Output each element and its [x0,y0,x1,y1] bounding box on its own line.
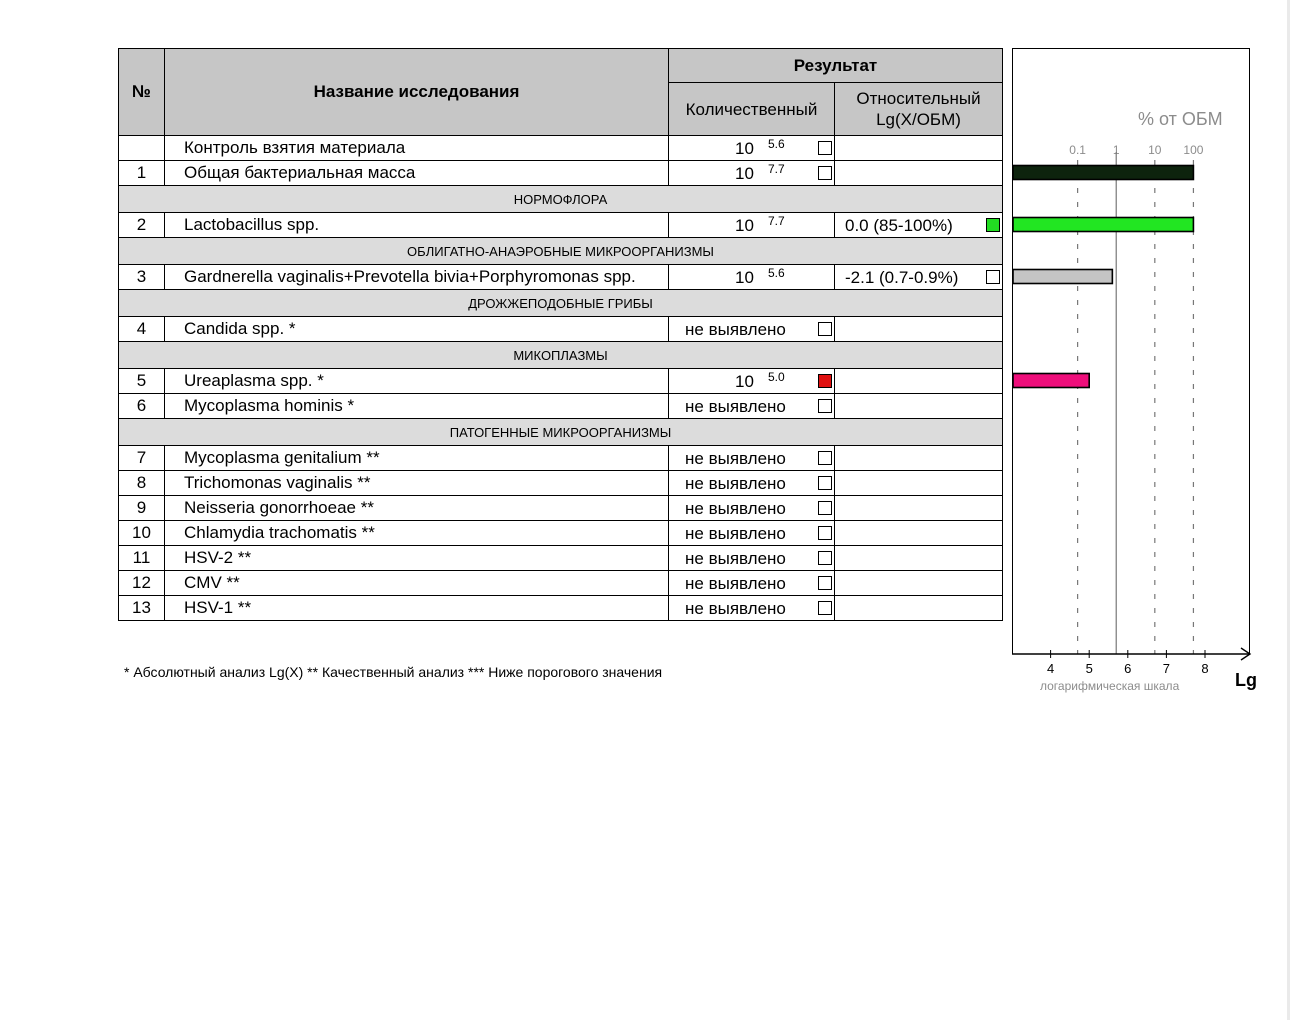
not-detected-text: не выявлено [685,499,786,518]
quant-base: 10 [735,372,754,391]
relative-value: 0.0 (85-100%) [845,216,953,235]
row-number: 1 [119,161,165,186]
x-tick-label: 6 [1124,661,1132,676]
x-tick-label: 7 [1162,661,1171,676]
quant-exponent: 7.7 [768,214,785,228]
row-number: 12 [119,571,165,596]
percent-tick-label: 1 [1112,143,1120,157]
bar [1013,218,1193,232]
not-detected-text: не выявлено [685,449,786,468]
bar [1013,374,1089,388]
study-name: Lactobacillus spp. [165,213,669,238]
not-detected-text: не выявлено [685,474,786,493]
group-label: НОРМОФЛОРА [119,186,1003,213]
group-label: МИКОПЛАЗМЫ [119,342,1003,369]
study-name: Mycoplasma genitalium ** [165,446,669,471]
row-number: 13 [119,596,165,621]
quant-exponent: 5.6 [768,266,785,280]
footnote: * Абсолютный анализ Lg(X) ** Качественный анализ *** Ниже порогового значения [124,664,663,680]
percent-tick-label: 10 [1148,143,1162,157]
not-detected-text: не выявлено [685,397,786,416]
study-name: Gardnerella vaginalis+Prevotella bivia+Porphyromonas spp. [165,265,669,290]
chart-unit-label: Lg [1235,670,1257,690]
quant-exponent: 5.0 [768,370,785,384]
group-label: ДРОЖЖЕПОДОБНЫЕ ГРИБЫ [119,290,1003,317]
not-detected-text: не выявлено [685,599,786,618]
chart-x-label: логарифмическая шкала [1040,679,1180,693]
x-tick-label: 8 [1201,661,1209,676]
study-name: Trichomonas vaginalis ** [165,471,669,496]
header-study-name: Название исследования [165,49,669,136]
quant-base: 10 [735,139,754,158]
quant-base: 10 [735,216,754,235]
study-name: Candida spp. * [165,317,669,342]
row-number: 9 [119,496,165,521]
row-number: 4 [119,317,165,342]
study-name: Chlamydia trachomatis ** [165,521,669,546]
row-number: 3 [119,265,165,290]
row-number: 2 [119,213,165,238]
percent-tick-label: 100 [1183,143,1204,157]
row-number: 6 [119,394,165,419]
x-tick-label: 5 [1085,661,1093,676]
not-detected-text: не выявлено [685,524,786,543]
study-name: Neisseria gonorrhoeae ** [165,496,669,521]
study-name: Общая бактериальная масса [165,161,669,186]
chart-title: % от ОБМ [1138,109,1223,129]
not-detected-text: не выявлено [685,574,786,593]
relative-value: -2.1 (0.7-0.9%) [845,268,959,287]
study-name: HSV-1 ** [165,596,669,621]
percent-tick-label: 0.1 [1069,143,1086,157]
quant-base: 10 [735,164,754,183]
quant-exponent: 5.6 [768,137,785,151]
x-tick-label: 4 [1046,661,1055,676]
row-number: 8 [119,471,165,496]
header-result: Результат [669,49,1003,83]
study-name: Контроль взятия материала [165,136,669,161]
study-name: CMV ** [165,571,669,596]
not-detected-text: не выявлено [685,549,786,568]
row-number: 7 [119,446,165,471]
study-name: Ureaplasma spp. * [165,369,669,394]
group-label: ОБЛИГАТНО-АНАЭРОБНЫЕ МИКРООРГАНИЗМЫ [119,238,1003,265]
header-relative-line2: Lg(X/ОБМ) [876,110,961,129]
study-name: HSV-2 ** [165,546,669,571]
header-quantitative: Количественный [669,83,835,136]
group-label: ПАТОГЕННЫЕ МИКРООРГАНИЗМЫ [119,419,1003,446]
header-relative-line1: Относительный [856,89,981,108]
bar [1013,166,1193,180]
study-name: Mycoplasma hominis * [165,394,669,419]
row-number: 5 [119,369,165,394]
quant-base: 10 [735,268,754,287]
quant-exponent: 7.7 [768,162,785,176]
row-number: 10 [119,521,165,546]
header-number: № [119,49,165,136]
bar [1013,270,1112,284]
row-number: 11 [119,546,165,571]
not-detected-text: не выявлено [685,320,786,339]
